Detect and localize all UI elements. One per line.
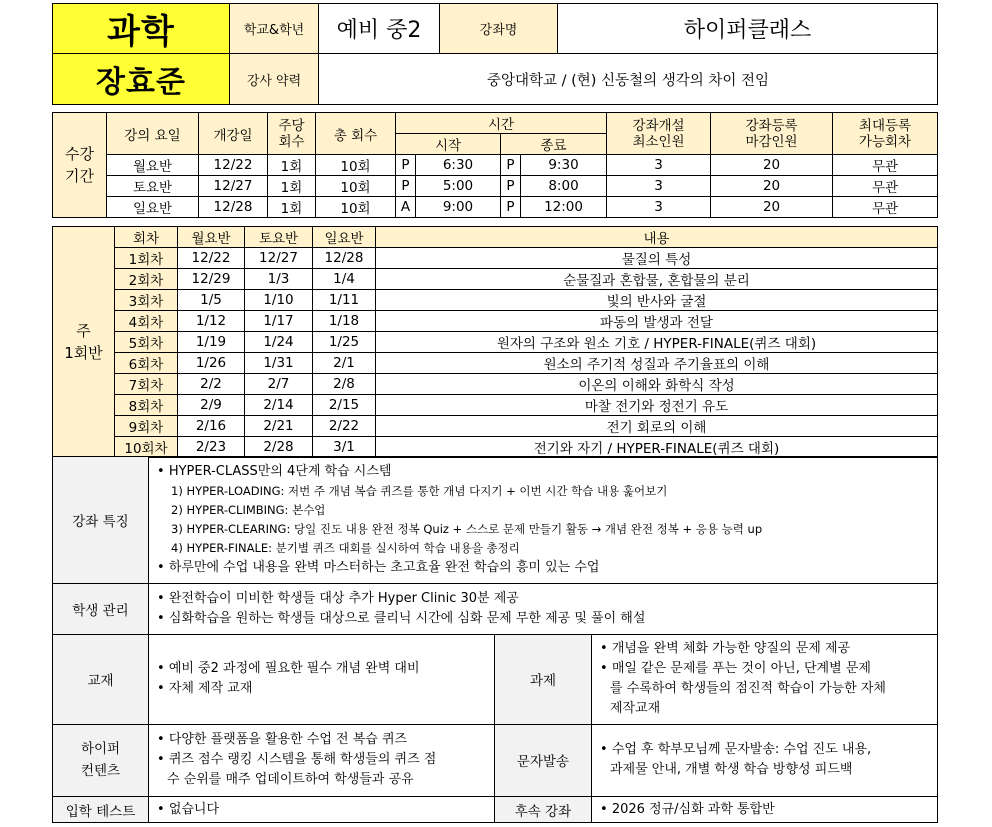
schedule-label-line2: 기간 bbox=[65, 167, 94, 185]
entrance-content bbox=[149, 797, 495, 823]
schedule-label-line1: 수강 bbox=[65, 145, 94, 163]
curriculum-header-row bbox=[53, 227, 938, 248]
row-sat: 2/14 bbox=[245, 395, 313, 416]
textbook-item-1: • 예비 중2 과정에 필요한 필수 개념 완벽 대비 bbox=[157, 659, 488, 679]
curriculum-row bbox=[53, 248, 938, 269]
row-end-ap: P bbox=[501, 197, 521, 218]
row-session: 2회차 bbox=[115, 269, 178, 290]
row-open: 12/28 bbox=[199, 197, 268, 218]
features-title: • HYPER-CLASS만의 4단계 학습 시스템 bbox=[157, 462, 931, 482]
row-sun: 12/28 bbox=[313, 248, 376, 269]
row-min: 3 bbox=[607, 197, 711, 218]
row-mon: 1/5 bbox=[178, 290, 245, 311]
row-start: 6:30 bbox=[416, 155, 501, 176]
row-sun: 2/15 bbox=[313, 395, 376, 416]
col-sun: 일요반 bbox=[313, 227, 376, 248]
row-open: 12/22 bbox=[199, 155, 268, 176]
sms-content bbox=[592, 724, 938, 797]
row-mon: 1/26 bbox=[178, 353, 245, 374]
row-end: 8:00 bbox=[521, 176, 607, 197]
curriculum-row bbox=[53, 332, 938, 353]
row-mon: 12/22 bbox=[178, 248, 245, 269]
row-content: 물질의 특성 bbox=[376, 248, 938, 269]
management-label: 학생 관리 bbox=[53, 584, 149, 635]
row-session: 9회차 bbox=[115, 416, 178, 437]
row-session: 1회차 bbox=[115, 248, 178, 269]
row-mon: 2/9 bbox=[178, 395, 245, 416]
homework-content bbox=[592, 635, 938, 724]
col-weekly bbox=[268, 113, 316, 155]
curriculum-row bbox=[53, 290, 938, 311]
features-content bbox=[149, 457, 938, 584]
course-name-label: 강좌명 bbox=[440, 4, 558, 54]
row-sat: 1/24 bbox=[245, 332, 313, 353]
curriculum-row bbox=[53, 353, 938, 374]
textbook-content bbox=[149, 635, 495, 724]
row-sun: 1/11 bbox=[313, 290, 376, 311]
row-deadline: 20 bbox=[711, 155, 833, 176]
col-start: 시작 bbox=[396, 134, 501, 155]
details-table bbox=[52, 456, 938, 823]
col-total: 총 회수 bbox=[316, 113, 396, 155]
content-item-2: • 퀴즈 점수 랭킹 시스템을 통해 학생들의 퀴즈 점 bbox=[157, 750, 488, 770]
schedule-row-mon bbox=[53, 155, 938, 176]
col-deadline bbox=[711, 113, 833, 155]
content-label bbox=[53, 724, 149, 797]
row-session: 7회차 bbox=[115, 374, 178, 395]
row-max: 무관 bbox=[833, 155, 938, 176]
row-content: 원자의 구조와 원소 기호 / HYPER-FINALE(퀴즈 대회) bbox=[376, 332, 938, 353]
col-content: 내용 bbox=[376, 227, 938, 248]
features-step-3: 3) HYPER-CLEARING: 당일 진도 내용 완전 정복 Quiz + 스스로 문제 만들기 활동 → 개념 완전 정복 + 응용 능력 up bbox=[171, 522, 763, 537]
col-deadline-l2: 마감인원 bbox=[745, 133, 798, 150]
content-label-l2: 컨텐츠 bbox=[80, 763, 121, 780]
schedule-section-label bbox=[53, 113, 107, 218]
row-end-ap: P bbox=[501, 176, 521, 197]
row-sat: 1/10 bbox=[245, 290, 313, 311]
content-item-1: • 다양한 플랫폼을 활용한 수업 전 복습 퀴즈 bbox=[157, 730, 488, 750]
next-content bbox=[592, 797, 938, 823]
row-open: 12/27 bbox=[199, 176, 268, 197]
curriculum-label-l2: 1회반 bbox=[64, 344, 103, 362]
row-sat: 2/7 bbox=[245, 374, 313, 395]
row-content: 순물질과 혼합물, 혼합물의 분리 bbox=[376, 269, 938, 290]
row-sun: 1/18 bbox=[313, 311, 376, 332]
row-start-ap: A bbox=[396, 197, 416, 218]
school-grade-value: 예비 중2 bbox=[319, 4, 440, 54]
course-name-value: 하이퍼클래스 bbox=[558, 4, 938, 54]
features-summary: • 하루만에 수업 내용을 완벽 마스터하는 초고효율 완전 학습의 흥미 있는 수업 bbox=[157, 558, 931, 578]
sms-item-1: • 수업 후 학부모님께 문자발송: 수업 진도 내용, bbox=[600, 740, 931, 760]
row-sun: 1/25 bbox=[313, 332, 376, 353]
row-mon: 12/29 bbox=[178, 269, 245, 290]
homework-item-2-cont: 를 수록하여 학생들의 점진적 학습이 가능한 자체 bbox=[610, 681, 886, 697]
row-sun: 3/1 bbox=[313, 437, 376, 458]
row-start: 5:00 bbox=[416, 176, 501, 197]
hyper-content bbox=[149, 724, 495, 797]
row-sun: 2/22 bbox=[313, 416, 376, 437]
col-weekly-l1: 주당 bbox=[278, 117, 305, 134]
row-content: 빛의 반사와 굴절 bbox=[376, 290, 938, 311]
row-session: 4회차 bbox=[115, 311, 178, 332]
row-day: 월요반 bbox=[107, 155, 199, 176]
row-content: 이온의 이해와 화학식 작성 bbox=[376, 374, 938, 395]
col-day: 강의 요일 bbox=[107, 113, 199, 155]
row-start-ap: P bbox=[396, 176, 416, 197]
schedule-table bbox=[52, 112, 938, 218]
row-min: 3 bbox=[607, 155, 711, 176]
row-max: 무관 bbox=[833, 197, 938, 218]
col-min bbox=[607, 113, 711, 155]
row-sat: 2/21 bbox=[245, 416, 313, 437]
schedule-row-sat bbox=[53, 176, 938, 197]
features-step-2: 2) HYPER-CLIMBING: 본수업 bbox=[171, 503, 326, 518]
col-deadline-l1: 강좌등록 bbox=[745, 117, 798, 134]
col-max-l2: 가능회차 bbox=[858, 133, 912, 150]
row-content: 원소의 주기적 성질과 주기율표의 이해 bbox=[376, 353, 938, 374]
homework-label: 과제 bbox=[495, 635, 592, 724]
next-label: 후속 강좌 bbox=[495, 797, 592, 823]
features-step-4: 4) HYPER-FINALE: 분기별 퀴즈 대회를 실시하여 학습 내용을 총정리 bbox=[171, 541, 520, 556]
row-day: 토요반 bbox=[107, 176, 199, 197]
row-sun: 2/8 bbox=[313, 374, 376, 395]
row-session: 5회차 bbox=[115, 332, 178, 353]
curriculum-row bbox=[53, 269, 938, 290]
curriculum-row bbox=[53, 395, 938, 416]
curriculum-row bbox=[53, 311, 938, 332]
row-max: 무관 bbox=[833, 176, 938, 197]
homework-item-2: • 매일 같은 문제를 푸는 것이 아닌, 단계별 문제 bbox=[600, 659, 931, 679]
row-session: 3회차 bbox=[115, 290, 178, 311]
row-sat: 1/17 bbox=[245, 311, 313, 332]
row-session: 8회차 bbox=[115, 395, 178, 416]
curriculum-section-label bbox=[53, 227, 115, 458]
features-label: 강좌 특징 bbox=[53, 457, 149, 584]
col-end: 종료 bbox=[501, 134, 607, 155]
management-item-2: • 심화학습을 원하는 학생들 대상으로 클리닉 시간에 심화 문제 무한 제공 및 풀이 해설 bbox=[157, 609, 931, 629]
curriculum-row bbox=[53, 416, 938, 437]
curriculum-label-l1: 주 bbox=[76, 322, 91, 340]
content-item-2-cont: 수 순위를 매주 업데이트하여 학생들과 공유 bbox=[167, 772, 414, 788]
row-total: 10회 bbox=[316, 176, 396, 197]
next-value: • 2026 정규/심화 과학 통합반 bbox=[600, 800, 931, 820]
row-sat: 1/31 bbox=[245, 353, 313, 374]
textbook-label: 교재 bbox=[53, 635, 149, 724]
col-weekly-l2: 회수 bbox=[278, 133, 305, 150]
row-session: 10회차 bbox=[115, 437, 178, 458]
content-label-l1: 하이퍼 bbox=[80, 741, 121, 758]
features-step-1: 1) HYPER-LOADING: 저번 주 개념 복습 퀴즈를 통한 개념 다지기 + 이번 시간 학습 내용 훑어보기 bbox=[171, 484, 668, 499]
row-mon: 1/12 bbox=[178, 311, 245, 332]
col-open: 개강일 bbox=[199, 113, 268, 155]
row-day: 일요반 bbox=[107, 197, 199, 218]
col-mon: 월요반 bbox=[178, 227, 245, 248]
col-min-l2: 최소인원 bbox=[632, 133, 685, 150]
management-item-1: • 완전학습이 미비한 학생들 대상 추가 Hyper Clinic 30분 제공 bbox=[157, 589, 931, 609]
row-session: 6회차 bbox=[115, 353, 178, 374]
col-max bbox=[833, 113, 938, 155]
schedule-row-sun bbox=[53, 197, 938, 218]
homework-item-1: • 개념을 완벽 체화 가능한 양질의 문제 제공 bbox=[600, 639, 931, 659]
curriculum-table bbox=[52, 226, 938, 458]
row-total: 10회 bbox=[316, 197, 396, 218]
row-sun: 2/1 bbox=[313, 353, 376, 374]
row-mon: 2/23 bbox=[178, 437, 245, 458]
row-start: 9:00 bbox=[416, 197, 501, 218]
row-content: 전기 회로의 이해 bbox=[376, 416, 938, 437]
entrance-label: 입학 테스트 bbox=[53, 797, 149, 823]
row-content: 파동의 발생과 전달 bbox=[376, 311, 938, 332]
homework-item-2-cont2: 제작교재 bbox=[610, 701, 661, 717]
header-table bbox=[52, 3, 938, 105]
sms-item-1-cont: 과제물 안내, 개별 학생 학습 방향성 피드백 bbox=[610, 762, 853, 778]
col-time: 시간 bbox=[396, 113, 607, 134]
row-weekly: 1회 bbox=[268, 155, 316, 176]
teacher-name: 장효준 bbox=[53, 54, 230, 105]
row-mon: 2/2 bbox=[178, 374, 245, 395]
row-total: 10회 bbox=[316, 155, 396, 176]
management-content bbox=[149, 584, 938, 635]
row-min: 3 bbox=[607, 176, 711, 197]
row-sat: 12/27 bbox=[245, 248, 313, 269]
entrance-value: • 없습니다 bbox=[157, 800, 488, 820]
bio-value: 중앙대학교 / (현) 신동철의 생각의 차이 전임 bbox=[319, 54, 938, 105]
bio-label: 강사 약력 bbox=[230, 54, 319, 105]
curriculum-row bbox=[53, 437, 938, 458]
row-end: 9:30 bbox=[521, 155, 607, 176]
sms-label: 문자발송 bbox=[495, 724, 592, 797]
textbook-item-2: • 자체 제작 교재 bbox=[157, 679, 488, 699]
row-end: 12:00 bbox=[521, 197, 607, 218]
row-start-ap: P bbox=[396, 155, 416, 176]
subject-title: 과학 bbox=[53, 4, 230, 54]
row-mon: 1/19 bbox=[178, 332, 245, 353]
row-weekly: 1회 bbox=[268, 197, 316, 218]
row-sat: 1/3 bbox=[245, 269, 313, 290]
col-session: 회차 bbox=[115, 227, 178, 248]
row-deadline: 20 bbox=[711, 176, 833, 197]
row-end-ap: P bbox=[501, 155, 521, 176]
row-content: 마찰 전기와 정전기 유도 bbox=[376, 395, 938, 416]
row-weekly: 1회 bbox=[268, 176, 316, 197]
row-sun: 1/4 bbox=[313, 269, 376, 290]
school-grade-label: 학교&학년 bbox=[230, 4, 319, 54]
col-max-l1: 최대등록 bbox=[858, 117, 912, 134]
row-deadline: 20 bbox=[711, 197, 833, 218]
col-min-l1: 강좌개설 bbox=[632, 117, 685, 134]
col-sat: 토요반 bbox=[245, 227, 313, 248]
row-sat: 2/28 bbox=[245, 437, 313, 458]
curriculum-row bbox=[53, 374, 938, 395]
row-mon: 2/16 bbox=[178, 416, 245, 437]
row-content: 전기와 자기 / HYPER-FINALE(퀴즈 대회) bbox=[376, 437, 938, 458]
